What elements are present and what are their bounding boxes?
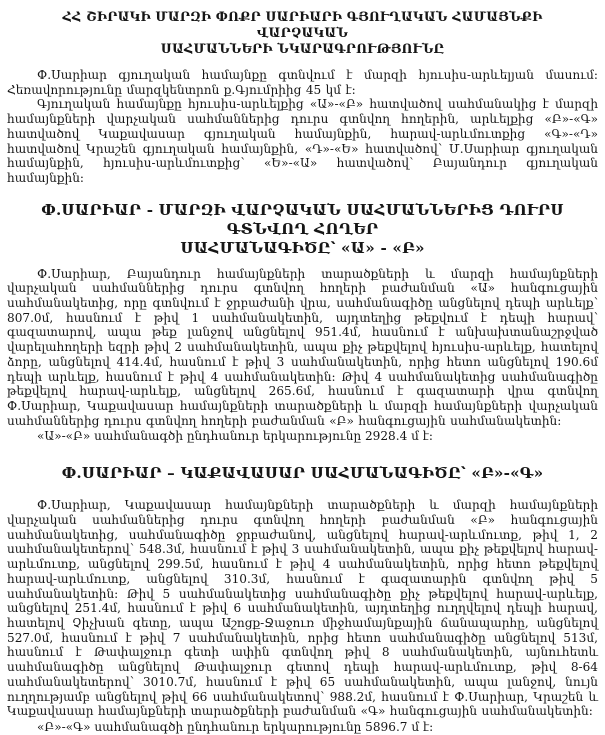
document-title: [25, 9, 580, 57]
section-bg-total-length: «Բ»-«Գ» սահմանագծի ընդհանուր երկարությունը 5896.7 մ է:: [37, 719, 434, 734]
section-bg-heading: Փ.ՍԱՐԻԱՐ – ԿԱՔԱՎԱՍԱՐ ՍԱՀՄԱՆԱԳԻԾԸ՝ «Բ»-«Գ»: [61, 464, 544, 483]
section-ab-heading-line2: ՍԱՀՄԱՆԱԳԻԾԸ՝ «Ա» - «Բ»: [180, 238, 425, 257]
intro-paragraph-location: Փ.Սարիար գյուղական համայնքը գտնվում է մարզի հյուսիս-արևելյան մասում: Հեռավորությունը մարզկենտրոն ք.Գյումրիից 45 կմ է:: [7, 68, 598, 97]
section-ab-heading: [17, 201, 588, 258]
intro-paragraph-adjacent-borders: Գյուղական համայնքը հյուսիս-արևելքից «Ա»-«Բ» հատվածով սահմանակից է մարզի համայնքների վարչական սահմաններից դուրս գտնվող հողերին, արևելքից «Բ»-«Գ» հատվածով Կաքավասար գյուղական համայնքին, հարավ-արևմուտքից «Գ»-«Դ» հատվածով Կրաշեն գյուղական համայնքին, «Դ»-«Ե» հատվածով՝ Մ.Սարիար գյուղական համայնքին, հյուսիս-արևմուտքից՝ «Ե»-«Ա» հատվածով՝ Բայանդուր գյուղական համայնքին:: [7, 97, 598, 185]
section-ab-boundary-description: Փ.Սարիար, Բայանդուր համայնքների տարածքների և մարզի համայնքների վարչական սահմաններից դուրս գտնվող հողերի բաժանման «Ա» հանգուցային սահմանակետից, որը գտնվում է ջրբաժանի վրա, սահմանագիծը անցնելով դեպի արևելք՝ 807.0մ, հասնում է թիվ 1 սահմանակետին, այդտեղից թեքվում է դեպի հարավ՝ գազատարով, ապա թեք լանջով անցնելով 951.4մ, հասնում է անխախտանաշրջված վարելահողերի եզրի թիվ 2 սահմանակետին, ապա քիչ թեքվելով հյուսիս-արևելք, հատելով ձորը, անցնելով 414.4մ, հասնում է թիվ 3 սահմանակետին, որից հետո անցնելով 190.6մ դեպի արևելք, հասնում է թիվ 4 սահմանակետին: Թիվ 4 սահմանակետից սահմանագիծը թեքվելով հարավ-արևելք, անցնելով 265.6մ, հասնում է գազատարի վրա գտնվող Փ.Սարիար, Կաքավասար համայնքների տարածքների և մարզի համայնքների վարչական սահմաններից դուրս գտնվող հողերի բաժանման «Բ» հանգուցային սահմանակետին:: [7, 266, 598, 428]
section-bg-boundary-description: Փ.Սարիար, Կաքավասար համայնքների տարածքների և մարզի համայնքների վարչական սահմաններից դուրս գտնվող հողերի բաժանման «Բ» հանգուցային սահմանակետից, սահմանագիծը ջրբաժանով, անցնելով հարավ-արևմուտք, թիվ 1, 2 սահմանակետերով՝ 548.3մ, հասնում է թիվ 3 սահմանակետին, ապա քիչ թեքվելով հարավ-արևմուտք, անցնելով 299.5մ, հասնում է թիվ 4 սահմանակետին, որից հետո թեքվելով հարավ-արևմուտք, անցնելով 310.3մ, հասնում է գազատարին գտնվող թիվ 5 սահմանակետին: Թիվ 5 սահմանակետից սահմանագիծը քիչ թեքվելով հարավ-արևելք, անցնելով 251.4մ, հասնում է թիվ 6 սահմանակետին, այդտեղից ուղղվելով դեպի հարավ, հատելով Չիչխան գետը, ապա Աշոցք-Ջաջուռ միջհամայնքային ճանապարհը, անցնելով 527.0մ, հասնում է թիվ 7 սահմանակետին, որից հետո սահմանագիծը անցնելով 513մ, հասնում է Թափալջուր գետի ափին գտնվող թիվ 8 սահմանակետին, այնուհետև սահմանագիծը անցնելով Թափալջուր գետով դեպի հարավ-արևմուտք, թիվ 8-64 սահմանակետերով՝ 3010.7մ, հասնում է թիվ 65 սահմանակետին, ապա լանջով, նույն ուղղությամբ անցնելով թիվ 66 սահմանակետով՝ 988.2մ, հասնում է Փ.Սարիար, Կրաշեն և Կաքավասար համայնքների տարածքների բաժանման «Գ» հանգուցային սահմանակետին:: [7, 498, 598, 719]
section-ab-heading-line1: Փ.ՍԱՐԻԱՐ - ՄԱՐԶԻ ՎԱՐՉԱԿԱՆ ՍԱՀՄԱՆՆԵՐԻՑ ԴՈՒՐՍ ԳՏՆՎՈՂ ՀՈՂԵՐ: [41, 200, 564, 238]
document-title-line1: ՀՀ ՇԻՐԱԿԻ ՄԱՐԶԻ ՓՈՔՐ ՍԱՐԻԱՐԻ ԳՅՈՒՂԱԿԱՆ ՀԱՄԱՅՆՔԻ ՎԱՐՉԱԿԱՆ: [62, 9, 543, 40]
document-title-line2: ՍԱՀՄԱՆՆԵՐԻ ՆԿԱՐԱԳՐՈՒԹՅՈՒՆԸ: [160, 41, 445, 56]
section-ab-total-length: «Ա»-«Բ» սահմանագծի ընդհանուր երկարությունը 2928.4 մ է:: [37, 429, 434, 444]
